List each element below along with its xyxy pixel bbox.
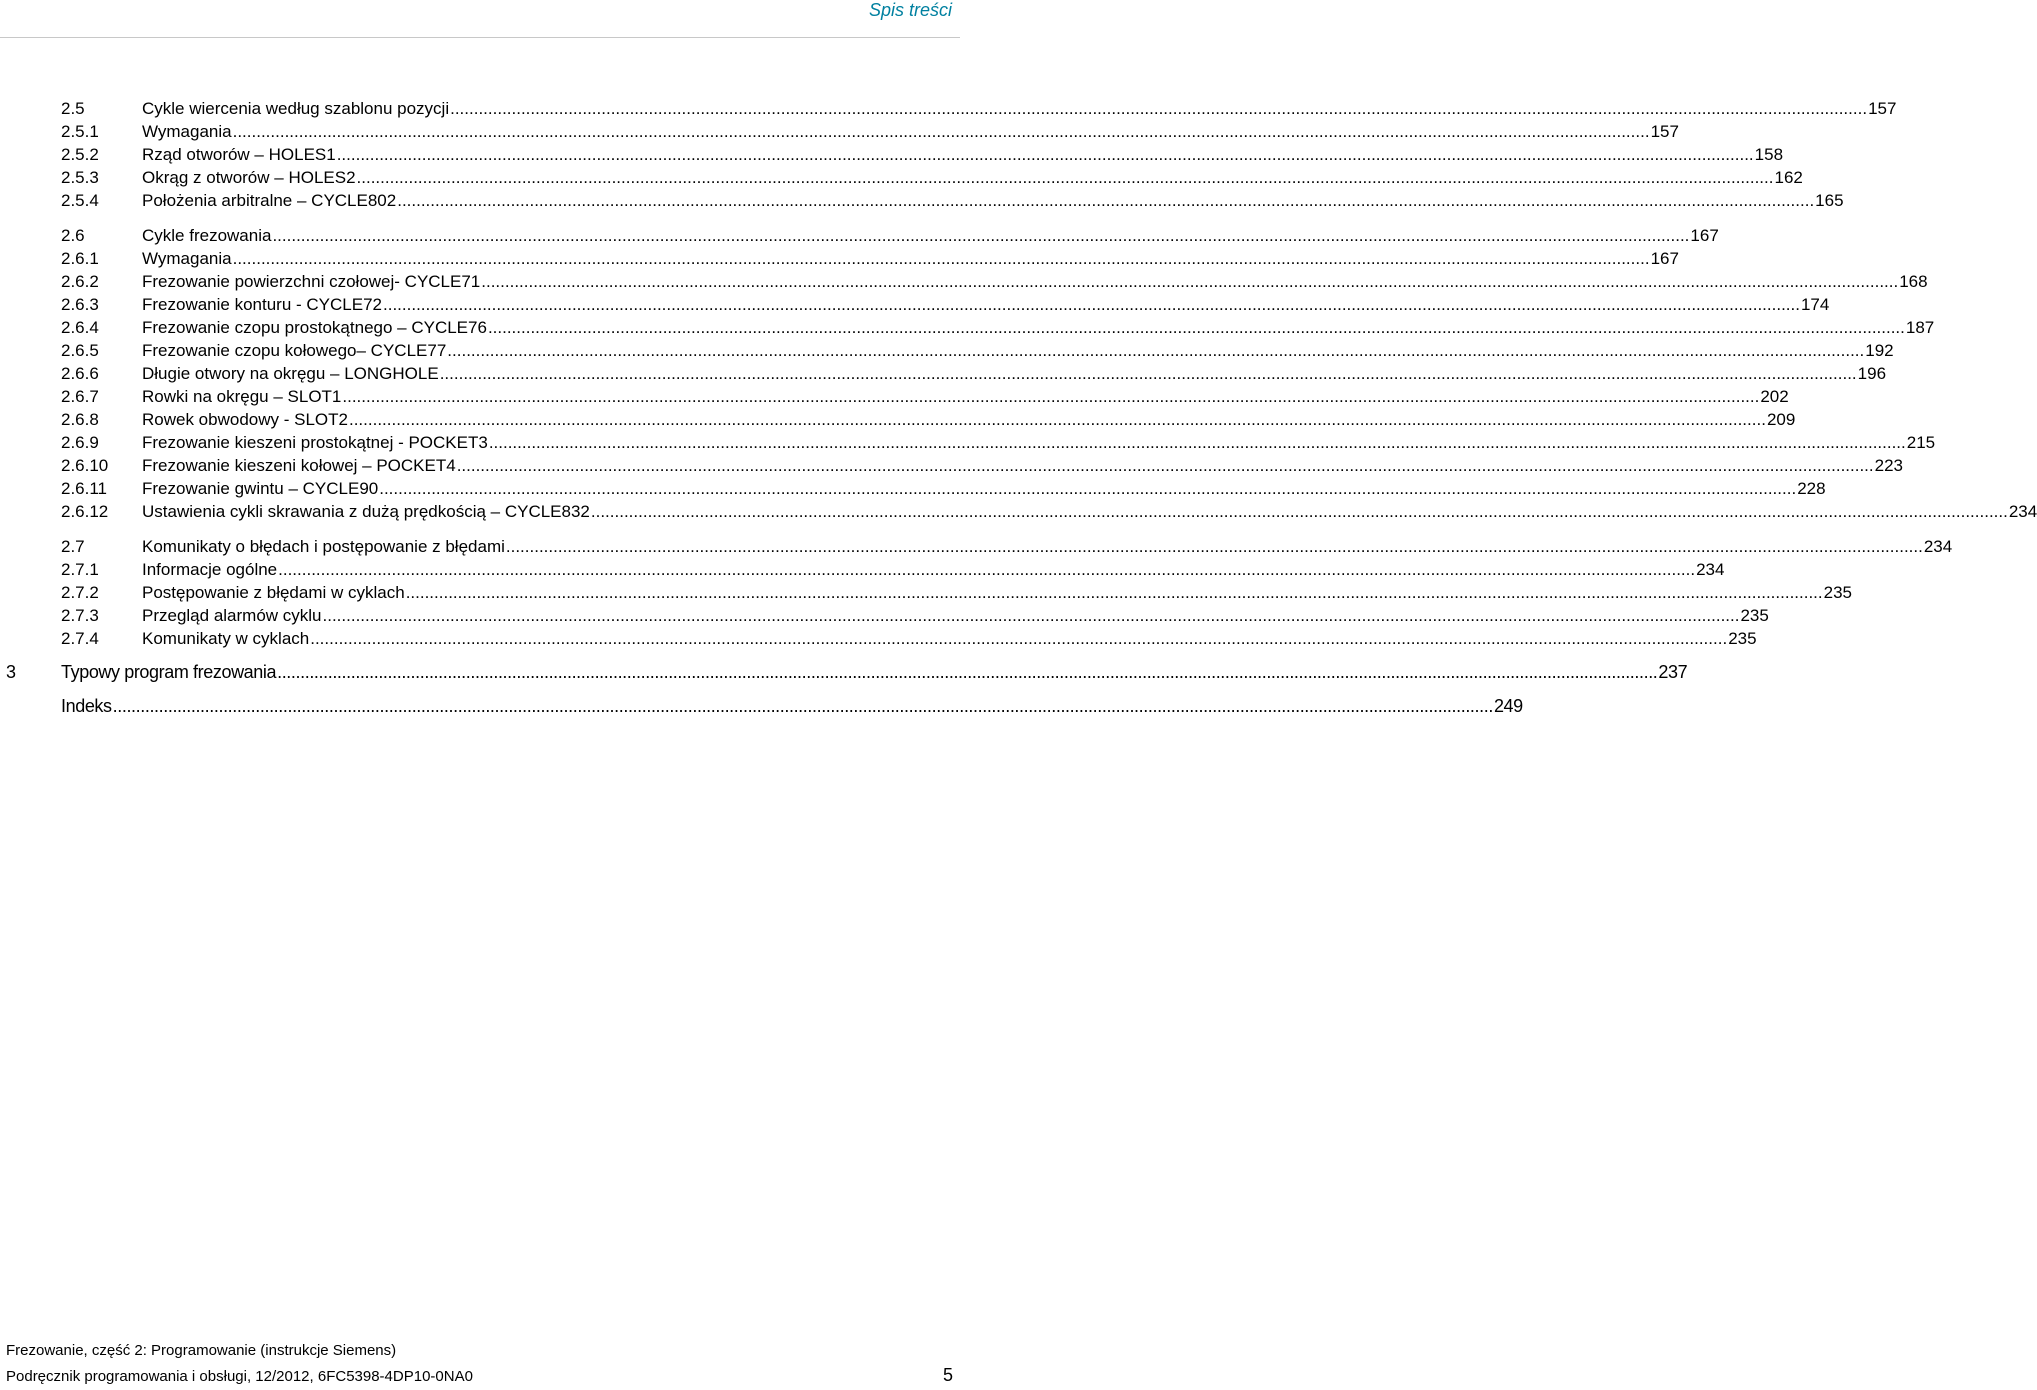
toc-entry-title-line[interactable] bbox=[142, 143, 1784, 166]
toc-entry[interactable] bbox=[0, 97, 1897, 120]
toc-entry-number: 2.6.5 bbox=[61, 341, 99, 360]
toc-entry-title-line[interactable] bbox=[142, 247, 1679, 270]
toc-entry-title: Komunikaty o błędach i postępowanie z błędami bbox=[142, 537, 505, 556]
toc-entry[interactable] bbox=[0, 627, 1757, 650]
toc-dot-leader: ............................................................................................................................................................................................................................................................................................................ bbox=[232, 249, 1650, 268]
toc-dot-leader: ............................................................................................................................................................................................................................................................................................................ bbox=[232, 122, 1650, 141]
toc-entry-page: 215 bbox=[1906, 433, 1936, 452]
toc-entry[interactable] bbox=[0, 431, 1936, 454]
toc-entry-title: Komunikaty w cyklach bbox=[142, 629, 310, 648]
toc-entry-number: 2.5.3 bbox=[61, 168, 99, 187]
toc-dot-leader: ............................................................................................................................................................................................................................................................................................................ bbox=[342, 387, 1760, 406]
toc-entry-title-line[interactable] bbox=[142, 604, 1769, 627]
toc-entry-title-line[interactable] bbox=[142, 454, 1904, 477]
toc-entry-number: 2.6.2 bbox=[61, 272, 99, 291]
toc-entry-page: 235 bbox=[1728, 629, 1757, 648]
toc-entry-title: Typowy program frezowania bbox=[61, 662, 277, 682]
toc-entry-title: Długie otwory na okręgu – LONGHOLE bbox=[142, 364, 439, 383]
toc-entry-title-line[interactable] bbox=[142, 316, 1935, 339]
toc-entry-page: 234 bbox=[2008, 502, 2037, 521]
toc-entry[interactable] bbox=[0, 604, 1769, 627]
toc-entry-number: 2.5.1 bbox=[61, 122, 99, 141]
toc-entry-title-line[interactable] bbox=[142, 120, 1679, 143]
toc-entry-number: 2.6.3 bbox=[61, 295, 99, 314]
toc-entry-title: Informacje ogólne bbox=[142, 560, 278, 579]
toc-entry-title: Frezowanie konturu - CYCLE72 bbox=[142, 295, 383, 314]
toc-entry-page: 228 bbox=[1797, 479, 1826, 498]
toc-entry-title-line[interactable] bbox=[142, 581, 1853, 604]
toc-entry[interactable] bbox=[0, 500, 2037, 523]
toc-dot-leader: ............................................................................................................................................................................................................................................................................................................ bbox=[112, 696, 1493, 716]
toc-dot-leader: ............................................................................................................................................................................................................................................................................................................ bbox=[383, 295, 1800, 314]
toc-entry-title: Okrąg z otworów – HOLES2 bbox=[142, 168, 356, 187]
toc-entry-title-line[interactable] bbox=[142, 500, 2037, 523]
toc-entry-title-line[interactable] bbox=[61, 695, 1523, 718]
toc-entry-title-line[interactable] bbox=[142, 385, 1789, 408]
toc-entry[interactable] bbox=[0, 316, 1935, 339]
header-divider bbox=[0, 37, 960, 38]
toc-entry-title: Cykle wiercenia według szablonu pozycji bbox=[142, 99, 450, 118]
toc-entry-number: 2.6.4 bbox=[61, 318, 99, 337]
toc-entry-number: 2.6.7 bbox=[61, 387, 99, 406]
toc-entry-title: Indeks bbox=[61, 696, 112, 716]
footer-document-title: Frezowanie, część 2: Programowanie (instrukcje Siemens) bbox=[6, 1342, 397, 1359]
toc-entry[interactable] bbox=[0, 143, 1784, 166]
toc-entry-title-line[interactable] bbox=[142, 431, 1936, 454]
toc-entry-title: Ustawienia cykli skrawania z dużą prędkością – CYCLE832 bbox=[142, 502, 590, 521]
toc-entry-page: 234 bbox=[1923, 537, 1953, 556]
toc-entry-page: 157 bbox=[1650, 122, 1679, 141]
toc-dot-leader: ............................................................................................................................................................................................................................................................................................................ bbox=[310, 629, 1728, 648]
toc-entry-title-line[interactable] bbox=[142, 97, 1897, 120]
toc-dot-leader: ............................................................................................................................................................................................................................................................................................................ bbox=[487, 318, 1905, 337]
toc-entry-page: 187 bbox=[1905, 318, 1935, 337]
toc-dot-leader: ............................................................................................................................................................................................................................................................................................................ bbox=[336, 145, 1754, 164]
toc-entry-title: Frezowanie czopu prostokątnego – CYCLE76 bbox=[142, 318, 487, 337]
toc-entry-title-line[interactable] bbox=[142, 166, 1803, 189]
toc-entry-page: 196 bbox=[1857, 364, 1887, 383]
toc-dot-leader: ............................................................................................................................................................................................................................................................................................................ bbox=[590, 502, 2008, 521]
header-title: Spis treści bbox=[868, 0, 952, 20]
toc-entry[interactable] bbox=[0, 339, 1894, 362]
toc-entry-page: 192 bbox=[1865, 341, 1894, 360]
toc-entry-number: 3 bbox=[6, 662, 16, 682]
toc-entry-title: Cykle frezowania bbox=[142, 226, 272, 245]
toc-entry[interactable] bbox=[0, 581, 1853, 604]
toc-entry-title-line[interactable] bbox=[142, 362, 1887, 385]
toc-entry-page: 249 bbox=[1493, 696, 1523, 716]
toc-entry-title-line[interactable] bbox=[142, 477, 1826, 500]
toc-entry-title: Położenia arbitralne – CYCLE802 bbox=[142, 191, 397, 210]
toc-entry-title-line[interactable] bbox=[142, 627, 1757, 650]
toc-entry-page: 168 bbox=[1899, 272, 1928, 291]
toc-entry-page: 202 bbox=[1760, 387, 1789, 406]
toc-entry[interactable] bbox=[0, 247, 1679, 270]
toc-entry[interactable] bbox=[0, 224, 1719, 247]
toc-entry-title: Frezowanie kieszeni prostokątnej - POCKET3 bbox=[142, 433, 488, 452]
toc-entry-title-line[interactable] bbox=[142, 224, 1719, 247]
toc-entry-title: Przegląd alarmów cyklu bbox=[142, 606, 322, 625]
toc-entry-title: Rząd otworów – HOLES1 bbox=[142, 145, 336, 164]
toc-entry-page: 158 bbox=[1754, 145, 1784, 164]
toc-dot-leader: ............................................................................................................................................................................................................................................................................................................ bbox=[277, 662, 1658, 682]
toc-entry-title-line[interactable] bbox=[142, 339, 1894, 362]
toc-dot-leader: ............................................................................................................................................................................................................................................................................................................ bbox=[348, 410, 1766, 429]
toc-entry-page: 165 bbox=[1815, 191, 1844, 210]
toc-dot-leader: ............................................................................................................................................................................................................................................................................................................ bbox=[456, 456, 1874, 475]
toc-entry-number: 2.5.2 bbox=[61, 145, 99, 164]
toc-entry[interactable] bbox=[0, 166, 1803, 189]
toc-entry-number: 2.7.2 bbox=[61, 583, 99, 602]
page-number: 5 bbox=[942, 1365, 953, 1385]
toc-entry-title: Rowki na okręgu – SLOT1 bbox=[142, 387, 342, 406]
toc-entry-page: 167 bbox=[1650, 249, 1679, 268]
toc-entry-number: 2.6 bbox=[61, 226, 85, 245]
toc-entry[interactable] bbox=[0, 120, 1679, 143]
toc-entry-page: 167 bbox=[1690, 226, 1719, 245]
toc-dot-leader: ............................................................................................................................................................................................................................................................................................................ bbox=[379, 479, 1797, 498]
toc-dot-leader: ............................................................................................................................................................................................................................................................................................................ bbox=[505, 537, 1923, 556]
toc-entry-page: 157 bbox=[1868, 99, 1897, 118]
toc-dot-leader: ............................................................................................................................................................................................................................................................................................................ bbox=[439, 364, 1857, 383]
toc-entry-title: Wymagania bbox=[142, 122, 232, 141]
toc-entry-title: Frezowanie czopu kołowego– CYCLE77 bbox=[142, 341, 447, 360]
toc-entry[interactable] bbox=[0, 661, 1688, 684]
toc-entry-number: 2.7.4 bbox=[61, 629, 99, 648]
footer-manual-info: Podręcznik programowania i obsługi, 12/2012, 6FC5398-4DP10-0NA0 bbox=[6, 1368, 473, 1385]
toc-entry-title-line[interactable] bbox=[142, 535, 1953, 558]
toc-entry-number: 2.6.8 bbox=[61, 410, 99, 429]
toc-entry-number: 2.7 bbox=[61, 537, 85, 556]
toc-entry[interactable] bbox=[0, 189, 1844, 212]
toc-entry-page: 223 bbox=[1874, 456, 1904, 475]
toc-entry[interactable] bbox=[0, 558, 1725, 581]
toc-entry-number: 2.7.3 bbox=[61, 606, 99, 625]
toc-entry-number: 2.6.6 bbox=[61, 364, 99, 383]
toc-entry-title: Frezowanie gwintu – CYCLE90 bbox=[142, 479, 379, 498]
toc-entry-number: 2.6.10 bbox=[61, 456, 109, 475]
toc-entry-title-line[interactable] bbox=[142, 558, 1725, 581]
toc-dot-leader: ............................................................................................................................................................................................................................................................................................................ bbox=[397, 191, 1815, 210]
toc-entry-page: 162 bbox=[1774, 168, 1803, 187]
toc-entry[interactable] bbox=[0, 477, 1826, 500]
toc-entry-page: 235 bbox=[1740, 606, 1769, 625]
toc-entry[interactable] bbox=[0, 362, 1887, 385]
toc-entry[interactable] bbox=[0, 270, 1928, 293]
toc-entry-page: 234 bbox=[1696, 560, 1725, 579]
toc-entry-title: Rowek obwodowy - SLOT2 bbox=[142, 410, 348, 429]
toc-entry[interactable] bbox=[0, 408, 1796, 431]
toc-entry[interactable] bbox=[0, 454, 1904, 477]
toc-entry-number: 2.6.11 bbox=[61, 479, 108, 498]
toc-entry-title: Frezowanie kieszeni kołowej – POCKET4 bbox=[142, 456, 456, 475]
toc-entry-title-line[interactable] bbox=[142, 189, 1844, 212]
toc-entry-number: 2.5 bbox=[61, 99, 85, 118]
toc-dot-leader: ............................................................................................................................................................................................................................................................................................................ bbox=[405, 583, 1823, 602]
toc-entry-number: 2.6.12 bbox=[61, 502, 109, 521]
toc-entry-title: Postępowanie z błędami w cyklach bbox=[142, 583, 405, 602]
toc-entry-number: 2.7.1 bbox=[61, 560, 99, 579]
toc-entry-title-line[interactable] bbox=[142, 270, 1928, 293]
toc-entry-title-line[interactable] bbox=[142, 408, 1796, 431]
toc-entry[interactable] bbox=[0, 385, 1789, 408]
toc-dot-leader: ............................................................................................................................................................................................................................................................................................................ bbox=[488, 433, 1906, 452]
toc-entry-title: Wymagania bbox=[142, 249, 232, 268]
toc-entry-page: 209 bbox=[1766, 410, 1796, 429]
toc-dot-leader: ............................................................................................................................................................................................................................................................................................................ bbox=[450, 99, 1868, 118]
toc-dot-leader: ............................................................................................................................................................................................................................................................................................................ bbox=[356, 168, 1774, 187]
toc-dot-leader: ............................................................................................................................................................................................................................................................................................................ bbox=[272, 226, 1690, 245]
toc-entry-title-line[interactable] bbox=[142, 293, 1830, 316]
toc-entry-page: 235 bbox=[1823, 583, 1853, 602]
toc-entry-number: 2.6.1 bbox=[61, 249, 99, 268]
toc-entry-page: 237 bbox=[1658, 662, 1688, 682]
toc-entry-number: 2.6.9 bbox=[61, 433, 99, 452]
toc-entry-title: Frezowanie powierzchni czołowej- CYCLE71 bbox=[142, 272, 481, 291]
toc-entry-number: 2.5.4 bbox=[61, 191, 99, 210]
toc-dot-leader: ............................................................................................................................................................................................................................................................................................................ bbox=[278, 560, 1696, 579]
toc-entry[interactable] bbox=[0, 695, 1523, 718]
toc-dot-leader: ............................................................................................................................................................................................................................................................................................................ bbox=[481, 272, 1899, 291]
toc-dot-leader: ............................................................................................................................................................................................................................................................................................................ bbox=[447, 341, 1865, 360]
toc-entry-page: 174 bbox=[1800, 295, 1830, 314]
toc-entry[interactable] bbox=[0, 535, 1953, 558]
toc-dot-leader: ............................................................................................................................................................................................................................................................................................................ bbox=[322, 606, 1740, 625]
toc-entry[interactable] bbox=[0, 293, 1830, 316]
toc-entry-title-line[interactable] bbox=[61, 661, 1688, 684]
